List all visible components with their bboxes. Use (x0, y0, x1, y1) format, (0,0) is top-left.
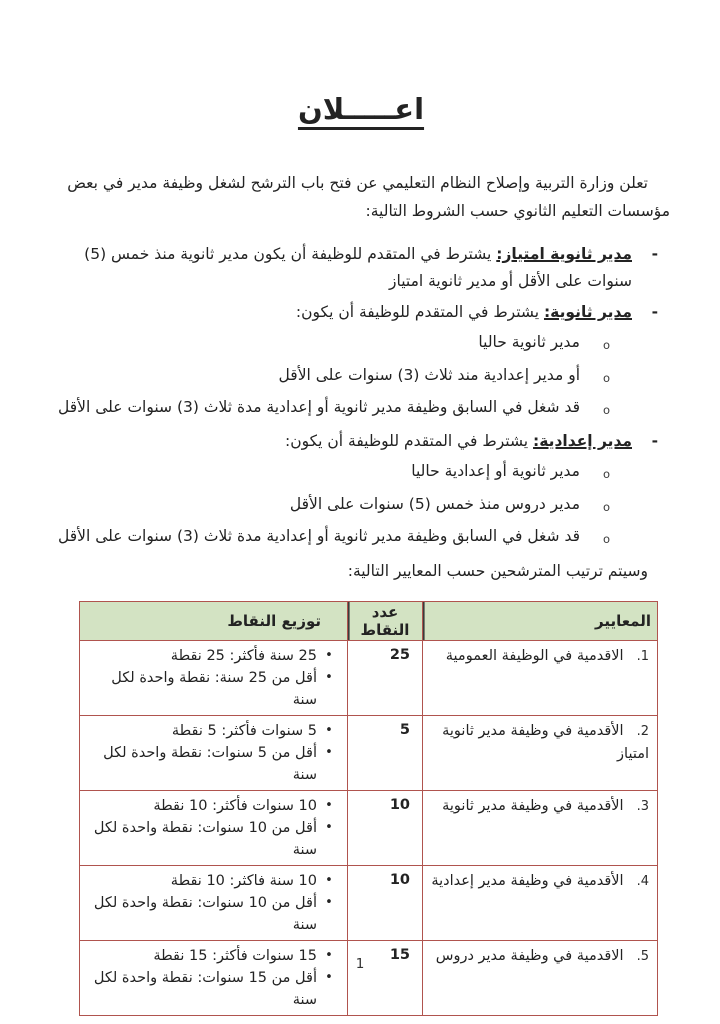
condition-sub-text: أو مدير إعدادية مند ثلاث (3) سنوات على الأقل (278, 365, 580, 384)
dot-bullet-icon: • (325, 969, 333, 985)
condition-sub-item (52, 491, 610, 522)
condition-text (52, 241, 632, 296)
condition-body-text: يشترط في المتقدم للوظيفة أن يكون: (295, 302, 540, 321)
table-header-row (80, 601, 658, 640)
table-header-criteria: المعايير (423, 601, 658, 640)
points-cell: 10 (348, 790, 423, 865)
points-cell: 10 (348, 865, 423, 940)
dot-bullet-icon: • (325, 947, 333, 963)
distribution-item (86, 667, 341, 711)
dot-bullet-icon: • (325, 797, 333, 813)
dot-bullet-icon: • (325, 819, 333, 835)
criterion-text: الاقدمية في الوظيفة العمومية (445, 647, 624, 664)
condition-body-text: يشترط في المتقدم للوظيفة أن يكون مدير ثانوية منذ خمس (5) سنوات على الأقل أو مدير ثانوية امتياز (84, 244, 632, 290)
intro-paragraph: تعلن وزارة التربية وإصلاح النظام التعليمي عن فتح باب الترشح لشغل وظيفة مدير في بعض مؤسسات التعليم الثانوي حسب الشروط التالية: (67, 174, 670, 220)
distribution-item (86, 795, 341, 817)
dot-bullet-icon: • (325, 894, 333, 910)
condition-sub-text: مدير ثانوية أو إعدادية حاليا (411, 462, 580, 480)
distribution-item (86, 892, 341, 936)
table-row (80, 640, 658, 715)
table-row (80, 940, 658, 1015)
criterion-cell (423, 790, 658, 865)
points-cell: 25 (348, 640, 423, 715)
table-header-points: عدد النقاط (348, 601, 423, 640)
distribution-item (86, 870, 341, 892)
criterion-cell (423, 640, 658, 715)
distribution-cell (80, 865, 348, 940)
table-row (80, 790, 658, 865)
condition-body-text: يشترط في المتقدم للوظيفة أن يكون: (284, 431, 529, 450)
condition-sub-item (52, 523, 610, 554)
table-row (80, 715, 658, 790)
criterion-number: 1. (636, 648, 649, 664)
document-page (0, 92, 720, 1024)
page-number: 1 (355, 956, 365, 972)
condition-sub-item (52, 329, 610, 360)
condition-sub-list (52, 458, 670, 554)
condition-text (296, 299, 632, 327)
condition-item (52, 428, 658, 456)
distribution-item (86, 742, 341, 786)
criterion-text: الأقدمية في وظيفة مدير إعدادية (431, 872, 624, 889)
dot-bullet-icon: • (325, 744, 333, 760)
announcement-title (52, 92, 670, 126)
distribution-text: أقل من 10 سنوات: نقطة واحدة لكل سنة (93, 819, 317, 858)
dash-bullet-icon: - (651, 431, 658, 450)
distribution-cell (80, 790, 348, 865)
condition-item (52, 241, 658, 296)
table-row (80, 865, 658, 940)
circle-bullet-icon: o (602, 467, 610, 481)
distribution-item (86, 967, 341, 1011)
condition-sub-text: قد شغل في السابق وظيفة مدير ثانوية أو إعدادية مدة ثلاث (3) سنوات على الأقل (58, 398, 580, 416)
circle-bullet-icon: o (602, 499, 610, 514)
condition-heading: مدير ثانوية: (543, 302, 632, 321)
condition-sub-text: قد شغل في السابق وظيفة مدير ثانوية أو إعدادية مدة ثلاث (3) سنوات على الأقل (58, 527, 580, 545)
distribution-text: 25 سنة فأكثر: 25 نقطة (170, 647, 317, 664)
announcement-title-text: اعـــــلان (297, 92, 425, 126)
criterion-text: الاقدمية في وظيفة مدير دروس (435, 947, 624, 964)
distribution-item (86, 817, 341, 861)
distribution-cell (80, 940, 348, 1015)
criterion-number: 4. (636, 873, 649, 889)
distribution-item (86, 720, 341, 742)
distribution-cell (80, 715, 348, 790)
distribution-text: أقل من 25 سنة: نقطة واحدة لكل سنة (111, 669, 317, 708)
distribution-item (86, 645, 341, 667)
ranking-intro: وسيتم ترتيب المترشحين حسب المعايير التالية: (347, 561, 648, 580)
condition-sub-list (52, 329, 670, 425)
dash-bullet-icon: - (651, 244, 658, 263)
criterion-cell (423, 865, 658, 940)
table-header-distribution: توزيع النقاط (80, 601, 348, 640)
distribution-cell (80, 640, 348, 715)
criterion-text: الأقدمية في وظيفة مدير ثانوية امتياز (442, 722, 649, 762)
circle-bullet-icon: o (602, 370, 610, 385)
criterion-number: 5. (636, 948, 649, 964)
criterion-cell (423, 715, 658, 790)
dot-bullet-icon: • (325, 647, 333, 663)
circle-bullet-icon: o (602, 338, 610, 352)
criterion-number: 3. (636, 798, 649, 814)
criterion-number: 2. (636, 723, 649, 739)
condition-item (52, 299, 658, 327)
dot-bullet-icon: • (325, 722, 333, 738)
circle-bullet-icon: o (602, 403, 610, 417)
condition-heading: مدير ثانوية امتياز: (496, 244, 632, 263)
dot-bullet-icon: • (325, 872, 333, 888)
condition-sub-text: مدير ثانوية حاليا (478, 333, 580, 351)
condition-sub-text: مدير دروس منذ خمس (5) سنوات على الأقل (289, 494, 580, 513)
condition-sub-item (52, 394, 610, 425)
distribution-text: 15 سنوات فأكثر: 15 نقطة (153, 947, 317, 964)
criterion-text: الأقدمية في وظيفة مدير ثانوية (442, 797, 624, 814)
distribution-text: أقل من 5 سنوات: نقطة واحدة لكل سنة (103, 744, 317, 783)
conditions-list (52, 241, 670, 554)
distribution-text: أقل من 10 سنوات: نقطة واحدة لكل سنة (93, 894, 317, 933)
distribution-text: أقل من 15 سنوات: نقطة واحدة لكل سنة (93, 969, 317, 1008)
points-cell: 5 (348, 715, 423, 790)
condition-text (285, 428, 632, 456)
points-cell: 15 (348, 940, 423, 1015)
dot-bullet-icon: • (325, 669, 333, 685)
distribution-text: 5 سنوات فأكثر: 5 نقطة (171, 722, 317, 739)
criterion-cell (423, 940, 658, 1015)
condition-heading: مدير إعدادية: (533, 431, 632, 450)
distribution-text: 10 سنوات فأكثر: 10 نقطة (153, 797, 317, 814)
circle-bullet-icon: o (602, 532, 610, 546)
dash-bullet-icon: - (651, 302, 658, 321)
condition-sub-item (52, 362, 610, 393)
criteria-table (79, 601, 658, 1016)
distribution-text: 10 سنة فاكثر: 10 نقطة (170, 872, 317, 889)
condition-sub-item (52, 458, 610, 489)
